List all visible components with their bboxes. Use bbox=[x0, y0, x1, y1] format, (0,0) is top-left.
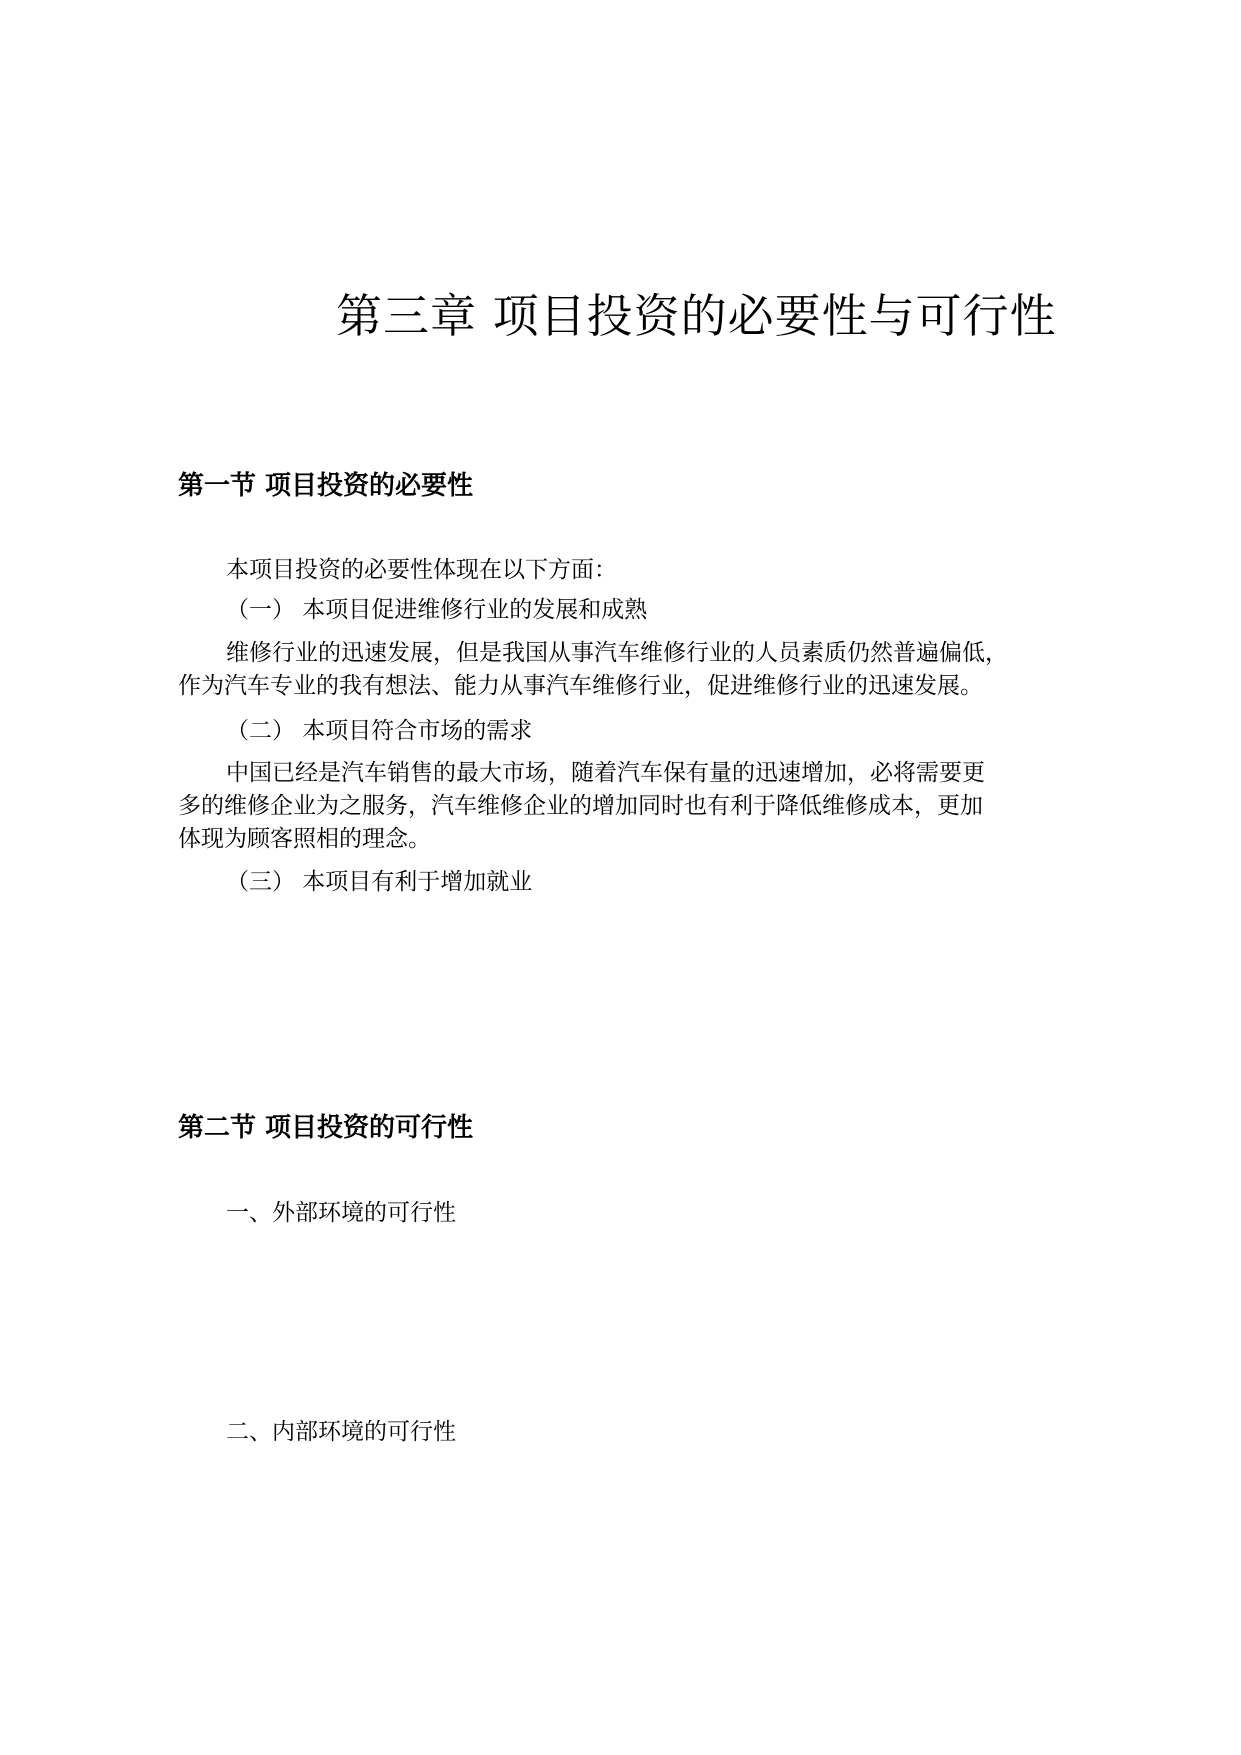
section2-sub1: 一、外部环境的可行性 bbox=[226, 1200, 456, 1226]
section1-item2-line1: 中国已经是汽车销售的最大市场，随着汽车保有量的迅速增加，必将需要更 bbox=[226, 760, 985, 786]
section1-item1-title: （一） 本项目促进维修行业的发展和成熟 bbox=[226, 597, 648, 623]
chapter-title: 第三章 项目投资的必要性与可行性 bbox=[336, 289, 1057, 343]
section1-item2-line2: 多的维修企业为之服务，汽车维修企业的增加同时也有利于降低维修成本，更加 bbox=[178, 793, 983, 819]
section-heading-1: 第一节 项目投资的必要性 bbox=[178, 471, 474, 501]
section1-item1-line1: 维修行业的迅速发展，但是我国从事汽车维修行业的人员素质仍然普遍偏低， bbox=[226, 640, 1008, 666]
section1-item2-line3: 体现为顾客照相的理念。 bbox=[178, 826, 431, 852]
section-heading-2: 第二节 项目投资的可行性 bbox=[178, 1113, 474, 1143]
section1-intro: 本项目投资的必要性体现在以下方面： bbox=[226, 557, 617, 583]
section2-sub2: 二、内部环境的可行性 bbox=[226, 1419, 456, 1445]
section1-item3-title: （三） 本项目有利于增加就业 bbox=[226, 869, 533, 895]
section1-item1-line2: 作为汽车专业的我有想法、能力从事汽车维修行业，促进维修行业的迅速发展。 bbox=[178, 673, 983, 699]
section1-item2-title: （二） 本项目符合市场的需求 bbox=[226, 718, 533, 744]
